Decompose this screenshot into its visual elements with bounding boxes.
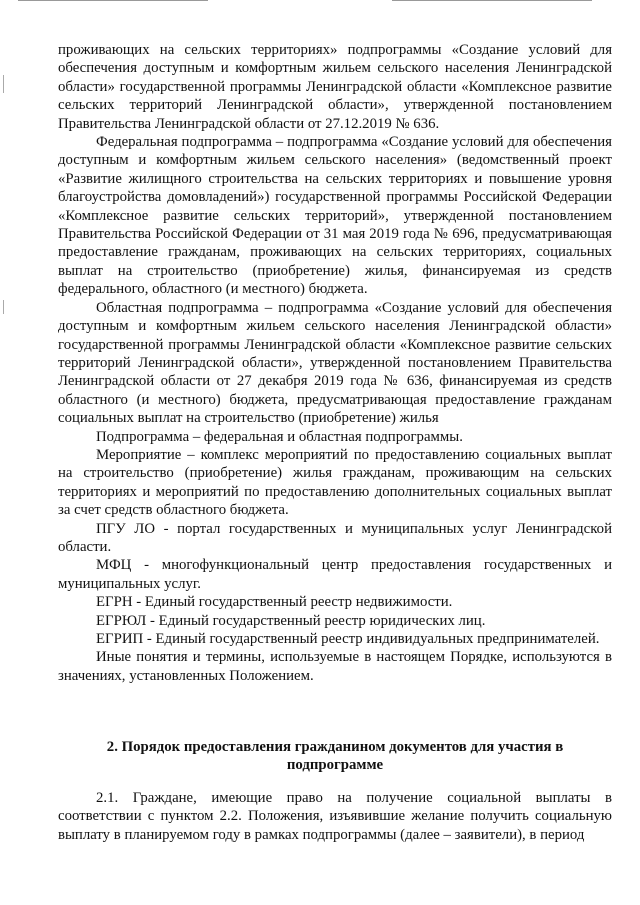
paragraph: ЕГРЮЛ - Единый государственный реестр юридических лиц.	[96, 612, 486, 629]
paragraph: проживающих на сельских территориях» подпрограммы «Создание условий для обеспечения доступным и комфортным жильем сельского населения Ленинградской области» государственной программы Ленинградской области «Комплексное развитие сельских территорий Ленинградской области», утвержденной постановлением Правительства Ленинградской области от 27.12.2019 № 636.	[58, 42, 612, 132]
paragraph: ЕГРИП - Единый государственный реестр индивидуальных предпринимателей.	[96, 631, 600, 647]
section-body	[58, 789, 612, 844]
scan-edge-line	[392, 0, 592, 1]
paragraph: ПГУ ЛО - портал государственных и муниципальных услуг Ленинградской области.	[58, 520, 612, 555]
paragraph: Иные понятия и термины, используемые в настоящем Порядке, используются в значениях, установленных Положением.	[58, 649, 612, 684]
paragraph: Подпрограмма – федеральная и областная подпрограммы.	[96, 428, 463, 445]
scan-edge-line	[18, 0, 208, 1]
paragraph: ЕГРН - Единый государственный реестр недвижимости.	[96, 594, 453, 611]
body-text	[58, 41, 612, 685]
scan-edge-mark	[3, 300, 4, 314]
scan-edge-mark	[3, 75, 4, 93]
paragraph: Мероприятие – комплекс мероприятий по предоставлению социальных выплат на строительство (приобретение) жилья гражданам, проживающим на сельских территориях и мероприятий по предоставлению дополнительных социальных выплат за счет средств областного бюджета.	[58, 446, 612, 519]
paragraph: Областная подпрограмма – подпрограмма «Создание условий для обеспечения доступным и комфортным жильем сельского населения Ленинградской области» государственной программы Ленинградской области «Комплексное развитие сельских территорий Ленинградской области», утвержденной постановлением Правительства Ленинградской области от 27 декабря 2019 года № 636, финансируемая из средств областного (и местного) бюджета, предусматривающая предоставление гражданам социальных выплат на строительство (приобретение) жилья	[58, 299, 612, 427]
paragraph: 2.1. Граждане, имеющие право на получение социальной выплаты в соответствии с пунктом 2.2. Положения, изъявившие желание получить социальную выплату в планируемом году в рамках подпрограммы (далее – заявители), в период	[58, 790, 612, 843]
paragraph: Федеральная подпрограмма – подпрограмма «Создание условий для обеспечения доступным и комфортным жильем сельского населения» (ведомственный проект «Развитие жилищного строительства на сельских территориях и повышение уровня благоустройства домовладений») государственной программы Российской Федерации «Комплексное развитие сельских территорий», утвержденной постановлением Правительства Российской Федерации от 31 мая 2019 года № 696, предусматривающая предоставление гражданам, проживающих на сельских территориях, социальных выплат на строительство (приобретение) жилья, финансируемая из средств федерального, областного (и местного) бюджета.	[58, 134, 612, 298]
section-heading: 2. Порядок предоставления гражданином документов для участия в подпрограмме	[106, 739, 564, 774]
paragraph: МФЦ - многофункциональный центр предоставления государственных и муниципальных услуг.	[58, 557, 612, 592]
